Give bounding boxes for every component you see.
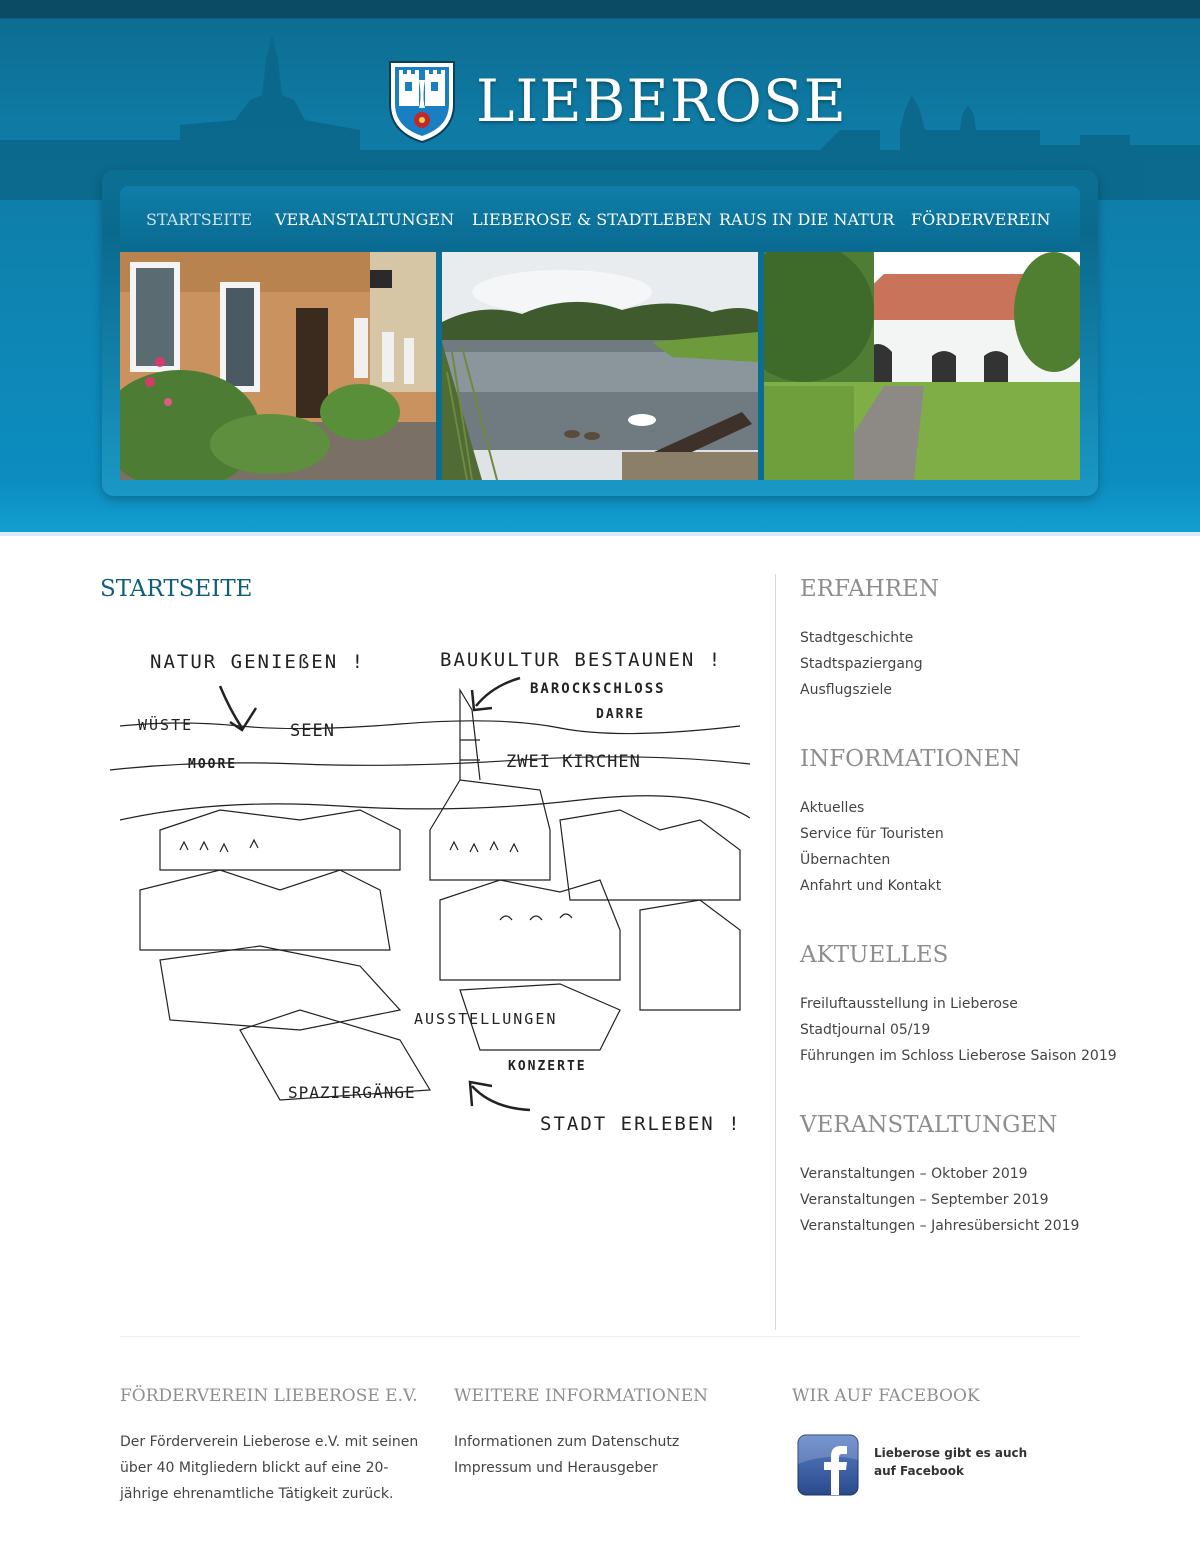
sketch-label-spaziergaenge: SPAZIERGÄNGE bbox=[288, 1083, 416, 1102]
sidebar-link-ausflugsziele[interactable]: Ausflugsziele bbox=[800, 682, 892, 698]
facebook-icon[interactable] bbox=[797, 1434, 859, 1496]
sketch-label-baukultur: BAUKULTUR BESTAUNEN ! bbox=[440, 649, 723, 671]
sidebar-link-stadtgeschichte[interactable]: Stadtgeschichte bbox=[800, 630, 914, 646]
footer-link-datenschutz[interactable]: Informationen zum Datenschutz bbox=[454, 1434, 680, 1450]
nav-item-natur[interactable]: RAUS IN DIE NATUR bbox=[719, 210, 895, 229]
sketch-label-stadt: STADT ERLEBEN ! bbox=[540, 1113, 742, 1135]
footer-heading-facebook: WIR AUF FACEBOOK bbox=[792, 1386, 980, 1406]
sidebar-link-stadtspaziergang[interactable]: Stadtspaziergang bbox=[800, 656, 923, 672]
facebook-text-line-1: Lieberose gibt es auch bbox=[874, 1446, 1028, 1460]
site-title[interactable]: LIEBEROSE bbox=[476, 67, 848, 135]
header-divider bbox=[0, 532, 1200, 536]
sketch-label-kirchen: ZWEI KIRCHEN bbox=[506, 752, 641, 772]
footer-text-line-3: jährige ehrenamtliche Tätigkeit zurück. bbox=[120, 1486, 394, 1502]
sketch-label-konzerte: KONZERTE bbox=[508, 1059, 587, 1074]
sidebar-divider bbox=[775, 574, 776, 1330]
sidebar-heading-erfahren: ERFAHREN bbox=[800, 576, 939, 602]
sketch-label-moore: MOORE bbox=[188, 757, 238, 772]
sketch-label-natur: NATUR GENIEßEN ! bbox=[150, 651, 366, 673]
photo-timber-house bbox=[120, 252, 436, 480]
nav-item-veranstaltungen[interactable]: VERANSTALTUNGEN bbox=[275, 210, 455, 229]
sketch-label-wueste: WÜSTE bbox=[138, 716, 194, 734]
sidebar-link-september[interactable]: Veranstaltungen – September 2019 bbox=[800, 1192, 1049, 1208]
sketch-label-darre: DARRE bbox=[596, 707, 646, 722]
sketch-label-ausstellungen: AUSSTELLUNGEN bbox=[414, 1010, 558, 1028]
sidebar-link-oktober[interactable]: Veranstaltungen – Oktober 2019 bbox=[800, 1166, 1028, 1182]
footer-heading-foerderverein: FÖRDERVEREIN LIEBEROSE E.V. bbox=[120, 1386, 418, 1406]
sidebar-link-service[interactable]: Service für Touristen bbox=[800, 826, 944, 842]
coat-of-arms-icon bbox=[386, 58, 458, 144]
sidebar-heading-informationen: INFORMATIONEN bbox=[800, 746, 1021, 772]
footer-link-impressum[interactable]: Impressum und Herausgeber bbox=[454, 1460, 658, 1476]
sidebar-link-fuehrungen[interactable]: Führungen im Schloss Lieberose Saison 2019 bbox=[800, 1048, 1117, 1064]
sidebar-heading-veranstaltungen: VERANSTALTUNGEN bbox=[800, 1112, 1058, 1138]
sketch-label-seen: SEEN bbox=[290, 721, 335, 741]
site-header bbox=[0, 0, 1200, 536]
nav-item-startseite[interactable]: STARTSEITE bbox=[146, 210, 253, 229]
sketch-label-barockschloss: BAROCKSCHLOSS bbox=[530, 681, 666, 697]
sidebar-link-stadtjournal[interactable]: Stadtjournal 05/19 bbox=[800, 1022, 931, 1038]
sidebar-link-jahresuebersicht[interactable]: Veranstaltungen – Jahresübersicht 2019 bbox=[800, 1218, 1080, 1234]
page-title: STARTSEITE bbox=[100, 576, 253, 602]
nav-item-foerderverein[interactable]: FÖRDERVEREIN bbox=[911, 210, 1051, 229]
town-sketch-illustration bbox=[100, 630, 760, 1140]
banner-photos bbox=[120, 252, 1080, 480]
photo-lake-swans bbox=[442, 252, 758, 480]
sidebar-link-anfahrt[interactable]: Anfahrt und Kontakt bbox=[800, 878, 942, 894]
facebook-text-line-2: auf Facebook bbox=[874, 1464, 964, 1478]
footer-heading-weitere: WEITERE INFORMATIONEN bbox=[454, 1386, 708, 1406]
facebook-text[interactable] bbox=[874, 1444, 1034, 1480]
footer-divider bbox=[120, 1336, 1080, 1337]
nav-item-stadtleben[interactable]: LIEBEROSE & STADTLEBEN bbox=[472, 210, 712, 229]
sidebar-heading-aktuelles: AKTUELLES bbox=[800, 942, 949, 968]
sidebar-link-aktuelles[interactable]: Aktuelles bbox=[800, 800, 865, 816]
footer-text-line-1: Der Förderverein Lieberose e.V. mit seinen bbox=[120, 1434, 419, 1450]
photo-castle-building bbox=[764, 252, 1080, 480]
sidebar-link-freiluftausstellung[interactable]: Freiluftausstellung in Lieberose bbox=[800, 996, 1018, 1012]
footer-text-line-2: über 40 Mitgliedern blickt auf eine 20- bbox=[120, 1460, 389, 1476]
sidebar-link-uebernachten[interactable]: Übernachten bbox=[800, 852, 891, 868]
